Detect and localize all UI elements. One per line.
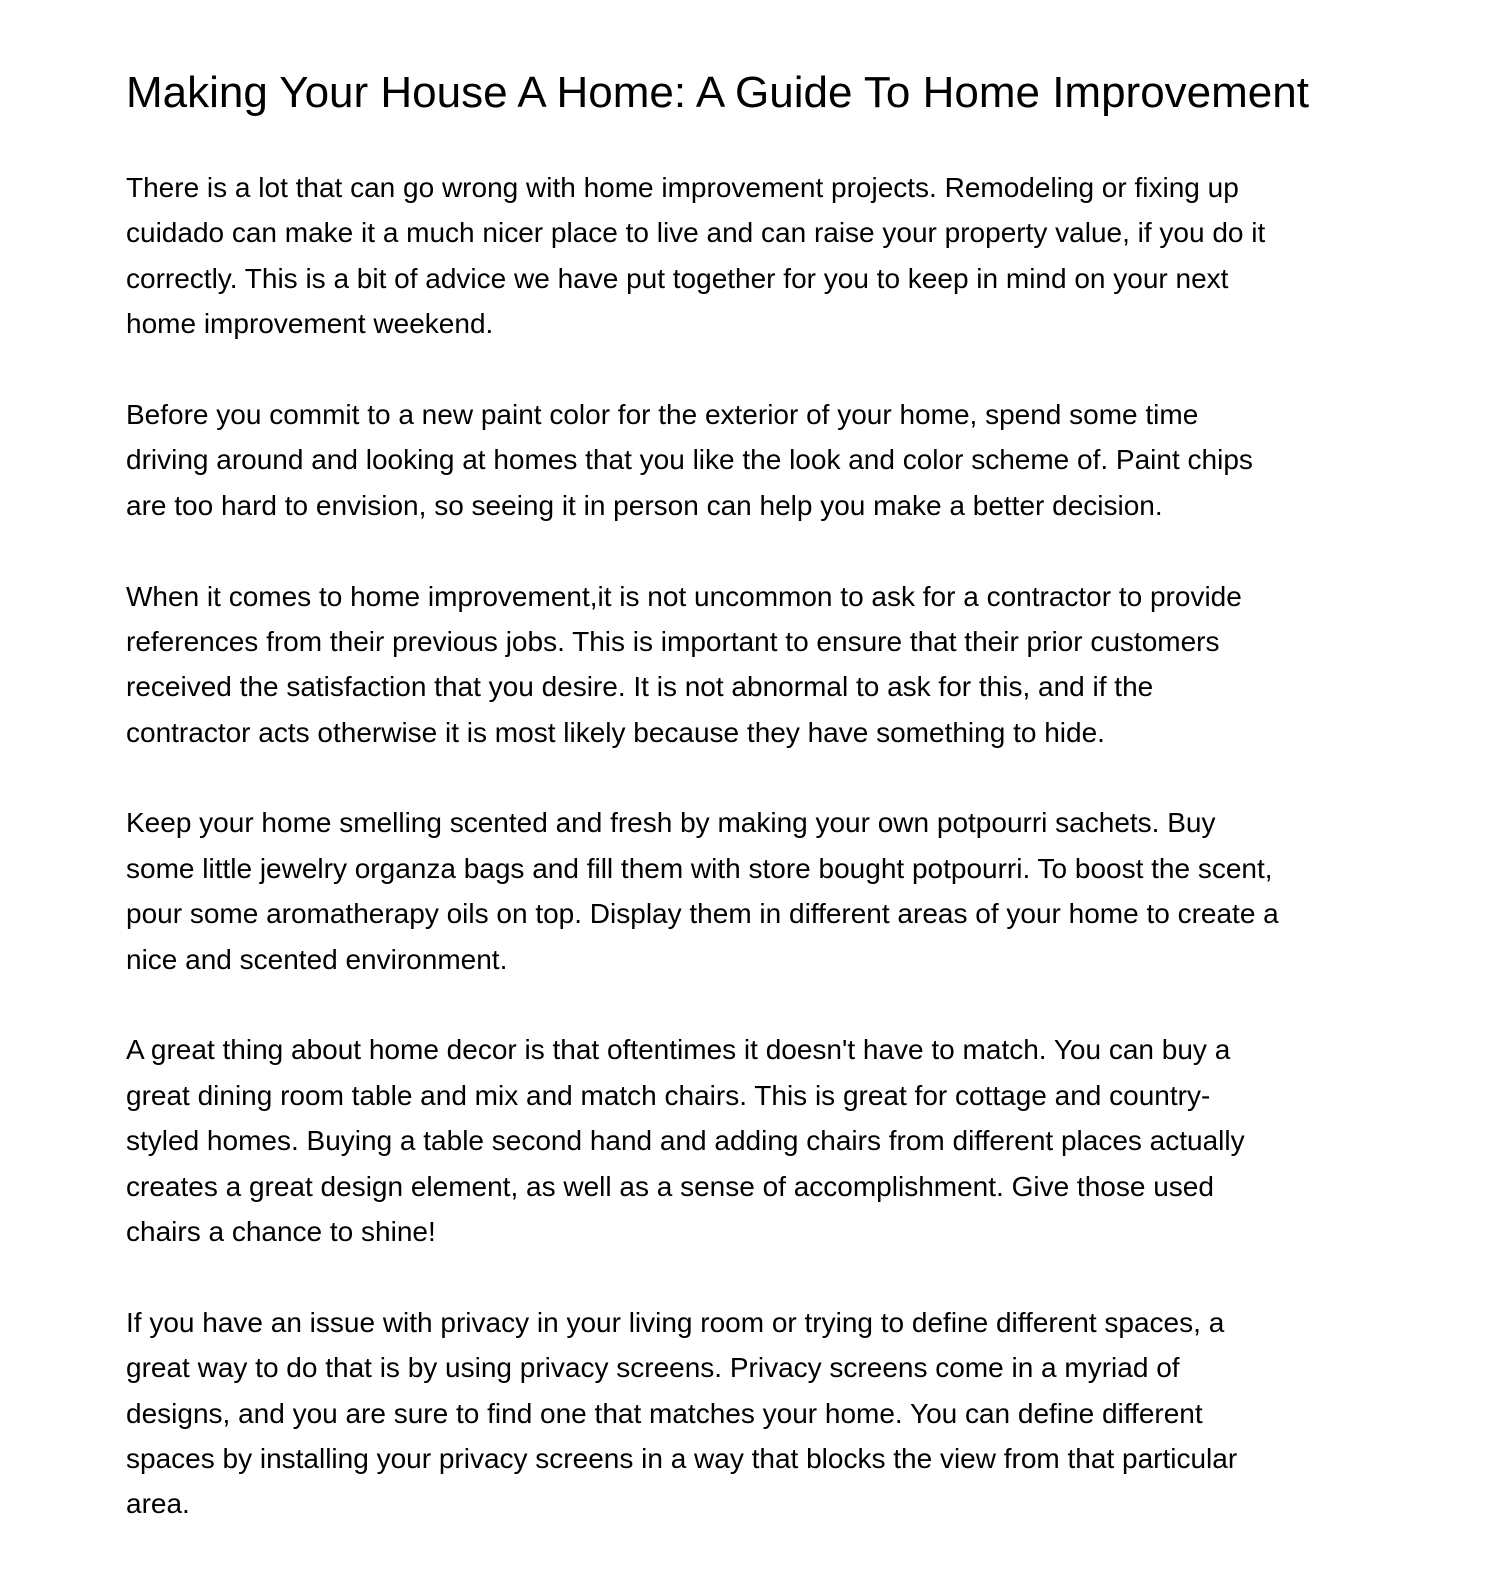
paragraph <box>126 165 1426 347</box>
paragraph <box>126 392 1426 528</box>
paragraph-line: If you have an issue with privacy in your living room or trying to define different spaces, a <box>126 1306 1225 1338</box>
paragraph <box>126 574 1426 756</box>
paragraph-line: Before you commit to a new paint color for the exterior of your home, spend some time <box>126 398 1199 430</box>
paragraph-line: styled homes. Buying a table second hand and adding chairs from different places actually <box>126 1125 1245 1157</box>
paragraph-line: Keep your home smelling scented and fresh by making your own potpourri sachets. Buy <box>126 807 1216 839</box>
paragraph-line: creates a great design element, as well as a sense of accomplishment. Give those used <box>126 1170 1214 1202</box>
document-body <box>126 165 1426 1572</box>
paragraph-line: When it comes to home improvement,it is not uncommon to ask for a contractor to provide <box>126 580 1242 612</box>
document-title: Making Your House A Home: A Guide To Home Improvement <box>126 68 1309 117</box>
paragraph-line: references from their previous jobs. This is important to ensure that their prior customers <box>126 625 1220 657</box>
paragraph-line: nice and scented environment. <box>126 943 508 975</box>
paragraph-line: are too hard to envision, so seeing it in person can help you make a better decision. <box>126 489 1163 521</box>
paragraph-line: contractor acts otherwise it is most likely because they have something to hide. <box>126 716 1105 748</box>
paragraph <box>126 1300 1426 1527</box>
paragraph-line: chairs a chance to shine! <box>126 1215 436 1247</box>
paragraph-line: some little jewelry organza bags and fill them with store bought potpourri. To boost the scent, <box>126 852 1273 884</box>
paragraph-line: cuidado can make it a much nicer place to live and can raise your property value, if you do it <box>126 217 1266 249</box>
paragraph-line: A great thing about home decor is that oftentimes it doesn't have to match. You can buy a <box>126 1034 1231 1066</box>
paragraph <box>126 1027 1426 1254</box>
paragraph-line: great way to do that is by using privacy screens. Privacy screens come in a myriad of <box>126 1352 1180 1384</box>
paragraph-line: designs, and you are sure to find one that matches your home. You can define different <box>126 1397 1203 1429</box>
paragraph-line: home improvement weekend. <box>126 308 494 340</box>
paragraph-line: received the satisfaction that you desire. It is not abnormal to ask for this, and if the <box>126 671 1154 703</box>
paragraph-line: pour some aromatherapy oils on top. Display them in different areas of your home to create a <box>126 898 1279 930</box>
paragraph <box>126 800 1426 982</box>
paragraph-line: driving around and looking at homes that you like the look and color scheme of. Paint chips <box>126 444 1253 476</box>
paragraph-line: great dining room table and mix and match chairs. This is great for cottage and country- <box>126 1079 1211 1111</box>
paragraph-line: correctly. This is a bit of advice we have put together for you to keep in mind on your next <box>126 262 1229 294</box>
paragraph-line: area. <box>126 1488 190 1520</box>
paragraph-line: spaces by installing your privacy screens in a way that blocks the view from that particular <box>126 1442 1238 1474</box>
paragraph-line: There is a lot that can go wrong with home improvement projects. Remodeling or fixing up <box>126 172 1239 203</box>
